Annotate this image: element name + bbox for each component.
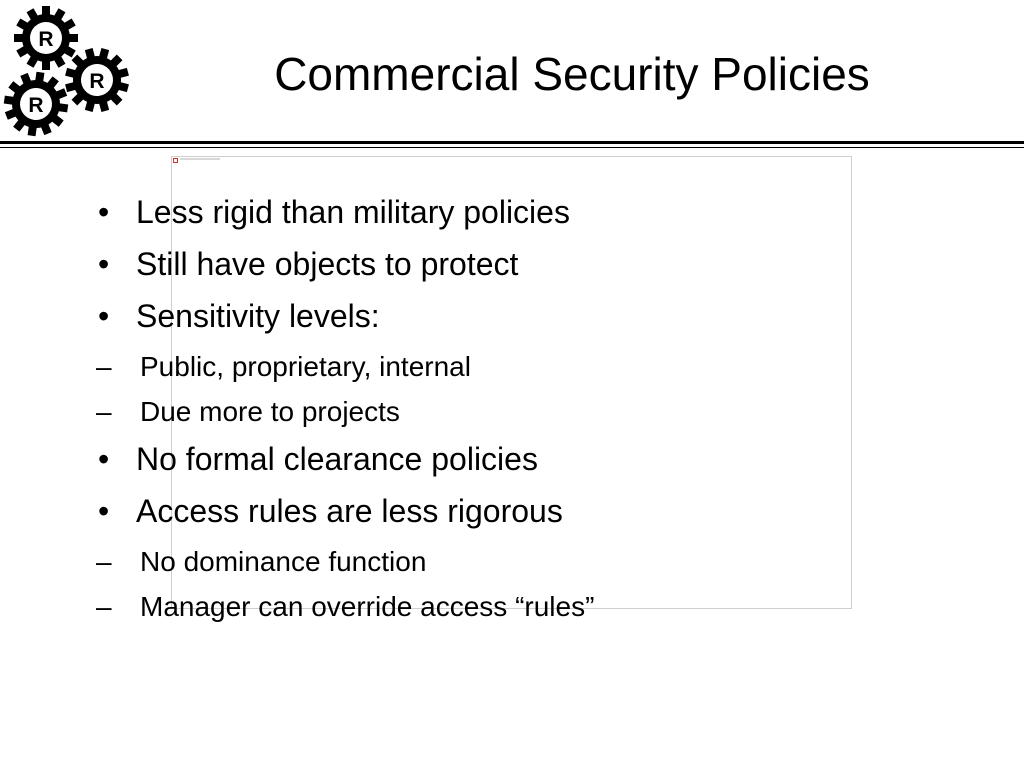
embedded-object-caption [180,158,220,160]
dash-marker: – [96,546,112,577]
sub-bullet-item [96,391,976,433]
bullet-list [96,190,976,632]
title-divider-thick [0,141,1024,144]
bullet-item [96,294,976,338]
bullet-text: Still have objects to protect [136,246,519,282]
bullet-text: Sensitivity levels: [136,298,380,334]
sub-bullet-text: Due more to projects [140,396,400,427]
sub-bullet-text: Public, proprietary, internal [140,351,471,382]
bullet-marker: • [98,493,110,529]
bullet-item [96,190,976,234]
logo-letter: R [38,28,54,51]
dash-marker: – [96,591,112,622]
bullet-text: Less rigid than military policies [136,194,570,230]
slide-title: Commercial Security Policies [274,48,870,100]
logo-letter: R [89,70,105,93]
bullet-marker: • [98,441,110,477]
sub-bullet-group [96,541,976,628]
logo-letter: R [28,94,44,117]
dash-marker: – [96,396,112,427]
bullet-item [96,242,976,286]
bullet-item [96,437,976,481]
title-divider-thin [0,147,1024,148]
sub-bullet-group [96,346,976,433]
bullet-text: No formal clearance policies [136,441,538,477]
gears-logo-icon [0,0,140,142]
sub-bullet-text: Manager can override access “rules” [140,591,595,622]
bullet-marker: • [98,246,110,282]
bullet-item [96,489,976,533]
bullet-text: Access rules are less rigorous [136,493,563,529]
dash-marker: – [96,351,112,382]
embedded-object-icon [173,158,178,163]
sub-bullet-text: No dominance function [140,546,427,577]
bullet-marker: • [98,194,110,230]
sub-bullet-item [96,586,976,628]
sub-bullet-item [96,346,976,388]
bullet-marker: • [98,298,110,334]
sub-bullet-item [96,541,976,583]
